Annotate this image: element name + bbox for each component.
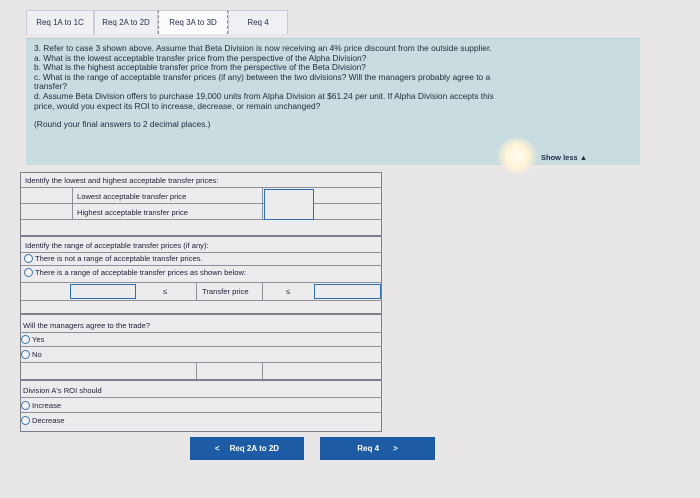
instruction-line: d. Assume Beta Division offers to purchase 19,000 units from Alpha Division at $61.24 per unit. If Alpha Division accepts this [34,90,494,101]
rounding-note: (Round your final answers to 2 decimal places.) [34,119,211,130]
tab-label: Req 3A to 3D [169,18,217,27]
radio-decrease[interactable] [21,416,30,425]
tab-req-4[interactable] [228,10,288,34]
range-high-input[interactable] [314,284,381,299]
radio-range[interactable] [24,268,33,277]
next-button[interactable] [320,437,435,460]
transfer-price-label: Transfer price [202,287,249,296]
option-no-range-label: There is not a range of acceptable transfer prices. [35,254,203,263]
instruction-line: b. What is the highest acceptable transfer price from the perspective of the Beta Division? [34,62,366,73]
show-less-link[interactable]: Show less ▲ [541,153,588,162]
tab-req-1a-1c[interactable] [26,10,94,34]
leq-symbol-right: ≤ [286,287,291,296]
tab-label: Req 1A to 1C [36,18,84,27]
option-decrease-label: Decrease [32,416,65,425]
next-button-label: Req 4 [357,444,380,453]
chevron-left-icon: < [214,444,220,453]
section-header: Identify the lowest and highest acceptable transfer prices: [25,176,219,185]
tab-label: Req 2A to 2D [102,18,150,27]
tab-req-3a-3d[interactable] [158,10,228,34]
highest-price-input[interactable] [264,204,314,220]
section-header: Identify the range of acceptable transfer prices (if any): [25,241,209,250]
highest-price-label: Highest acceptable transfer price [77,208,189,217]
tab-req-2a-2d[interactable] [94,10,158,34]
section-header: Division A's ROI should [23,386,102,395]
instruction-line: 3. Refer to case 3 shown above. Assume that Beta Division is now receiving an 4% price discount from the outside supplier. [34,43,492,53]
instructions-panel [26,38,640,165]
instruction-line: transfer? [34,81,68,92]
radio-yes[interactable] [21,335,30,344]
lowest-price-label: Lowest acceptable transfer price [77,192,187,201]
screen-glare [497,138,537,174]
leq-symbol-left: ≤ [163,287,168,296]
radio-no-range[interactable] [24,254,33,263]
option-no-label: No [32,350,42,359]
instruction-line: c. What is the range of acceptable transfer prices (if any) between the two divisions? Will the managers probably agree to a [34,71,491,82]
option-range-label: There is a range of acceptable transfer prices as shown below: [35,268,247,277]
option-yes-label: Yes [32,335,45,344]
tab-label: Req 4 [247,18,269,27]
instruction-line: a. What is the lowest acceptable transfer price from the perspective of the Alpha Division? [34,52,367,63]
radio-increase[interactable] [21,401,30,410]
prev-button[interactable] [190,437,304,460]
prev-button-label: Req 2A to 2D [229,444,280,453]
chevron-right-icon: > [393,444,398,453]
instruction-line: price, would you expect its ROI to increase, decrease, or remain unchanged? [34,100,321,111]
section-header: Will the managers agree to the trade? [23,321,151,330]
radio-no[interactable] [21,350,30,359]
option-increase-label: Increase [32,401,62,410]
range-low-input[interactable] [70,284,136,299]
